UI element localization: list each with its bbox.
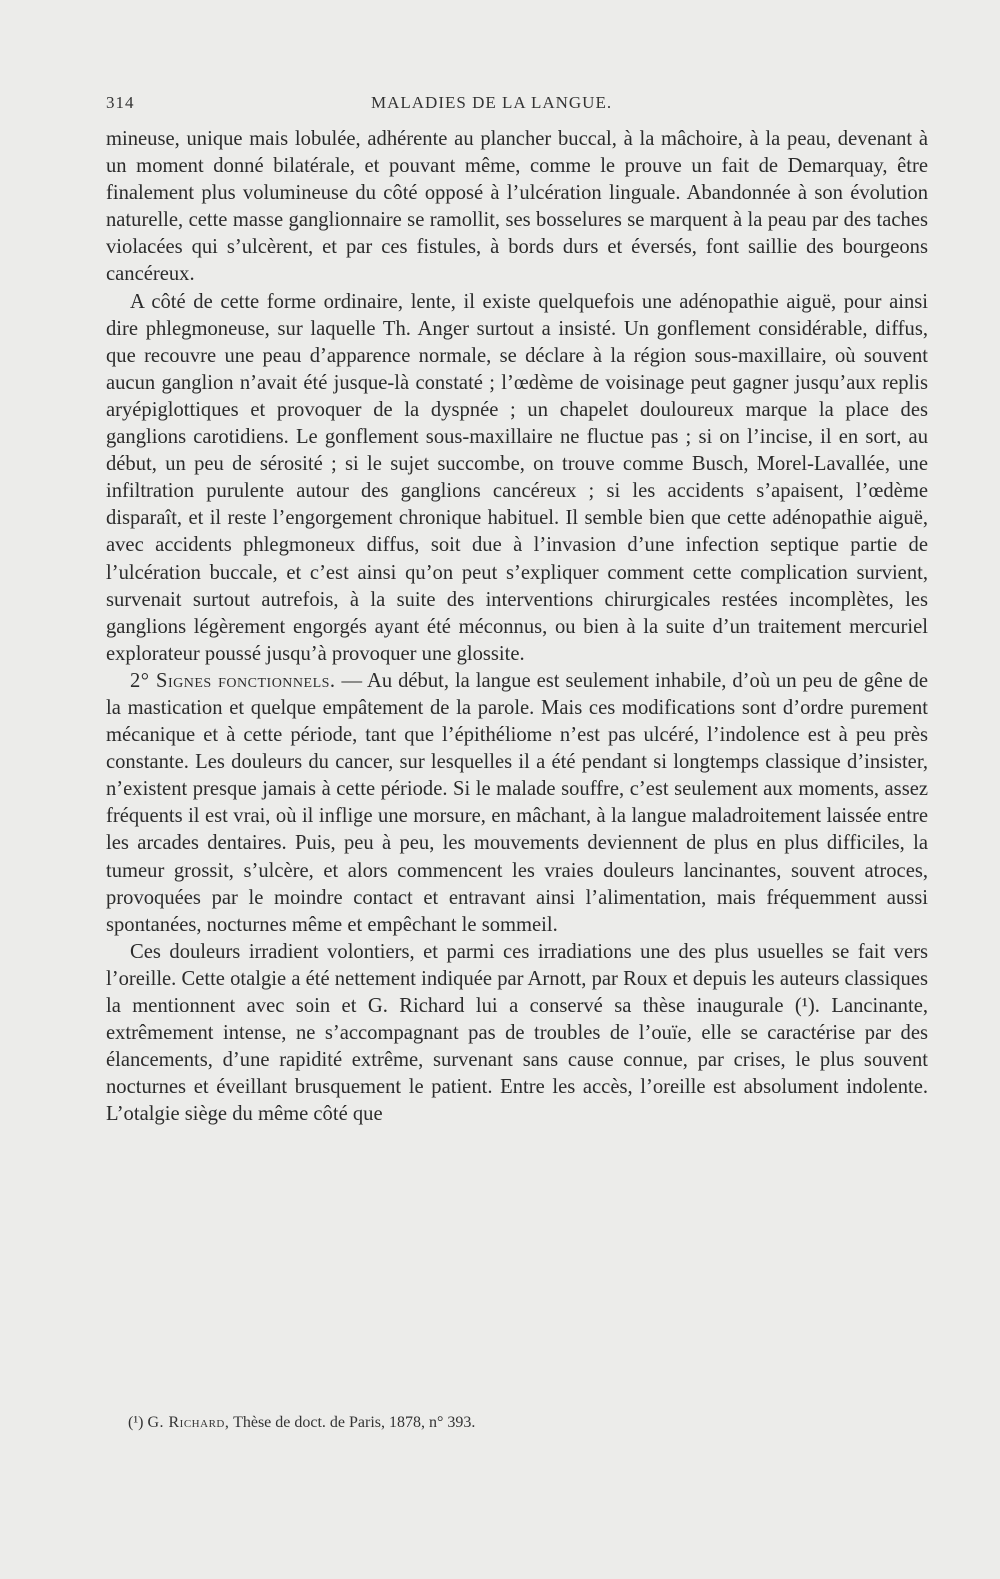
paragraph-2: A côté de cette forme ordinaire, lente, il existe quelquefois une adénopathie aiguë, pour ainsi dire phlegmoneuse, sur laquelle Th. Anger surtout a insisté. Un gonflement considérable, diffus, que recouvre une peau d’apparence normale, se déclare à la région sous-maxillaire, où souvent aucun ganglion n’avait été jusque-là constaté ; l’œdème de voisinage peut gagner jusqu’aux replis aryépiglottiques et provoquer de la dyspnée ; un chapelet douloureux marque la place des ganglions carotidiens. Le gonflement sous-maxillaire ne fluctue pas ; si on l’incise, il en sort, au début, un peu de sérosité ; si le sujet succombe, on trouve comme Busch, Morel-Lavallée, une infiltration purulente autour des ganglions cancéreux ; si les accidents s’apaisent, l’œdème disparaît, et il reste l’engorgement chronique habituel. Il semble bien que cette adénopathie aiguë, avec accidents phlegmoneux diffus, soit due à l’invasion d’une infection septique partie de l’ulcération buccale, et c’est ainsi qu’on peut s’expliquer comment cette complication survient, survenait surtout autrefois, à la suite des interventions chirurgicales restées incomplètes, les ganglions légèrement engorgés ayant été méconnus, ou bien à la suite d’un traitement mercuriel explorateur poussé jusqu’à provoquer une glossite. <box>106 290 928 665</box>
footnote-marker: (¹) <box>128 1414 144 1431</box>
body-text <box>106 126 928 1128</box>
paragraph-3 <box>106 668 928 939</box>
footnote-author: G. Richard, <box>147 1414 230 1431</box>
paragraph-1: mineuse, unique mais lobulée, adhérente au plancher buccal, à la mâchoire, à la peau, devenant à un moment donné bilatérale, et pouvant même, comme le prouve un fait de Demarquay, être finalement plus volumineuse du côté opposé à l’ulcération linguale. Abandonnée à son évolution naturelle, cette masse ganglionnaire se ramollit, ses bosselures se marquent à la peau par des taches violacées qui s’ulcèrent, et par ces fistules, à bords durs et éversés, font saillie des bourgeons cancéreux. <box>106 128 928 286</box>
running-title: MALADIES DE LA LANGUE. <box>371 93 613 112</box>
paragraph-4: Ces douleurs irradient volontiers, et parmi ces irradiations une des plus usuelles se fait vers l’oreille. Cette otalgie a été nettement indiquée par Arnott, par Roux et depuis les auteurs classiques la mentionnent avec soin et G. Richard lui a conservé sa thèse inaugurale (¹). Lancinante, extrêmement intense, ne s’accompagnant pas de troubles de l’ouïe, elle se caractérise par des élancements, d’une rapidité extrême, survenant sans cause connue, par crises, le plus souvent nocturnes et éveillant brusquement le patient. Entre les accès, l’oreille est absolument indolente. L’otalgie siège du même côté que <box>106 940 928 1126</box>
page-number: 314 <box>106 93 135 112</box>
footnote <box>128 1414 928 1432</box>
footnote-text: Thèse de doct. de Paris, 1878, n° 393. <box>233 1414 476 1431</box>
section-heading: 2° Signes fonctionnels. <box>130 669 336 692</box>
paragraph-3-text: — Au début, la langue est seulement inhabile, d’où un peu de gêne de la mastication et quelque empâtement de la parole. Mais ces modifications sont d’ordre purement mécanique et à cette période, tant que l’épithéliome n’est pas ulcéré, l’indolence est à peu près constante. Les douleurs du cancer, sur lesquelles il a été pendant si longtemps classique d’insister, n’existent presque jamais à cette période. Si le malade souffre, c’est seulement aux moments, assez fréquents il est vrai, où il inflige une morsure, en mâchant, à la langue maladroitement laissée entre les arcades dentaires. Puis, peu à peu, les mouvements deviennent de plus en plus difficiles, la tumeur grossit, s’ulcère, et alors commencent les vraies douleurs lancinantes, souvent atroces, provoquées par le moindre contact et entravant ainsi l’alimentation, mais fréquemment aussi spontanées, nocturnes même et empêchant le sommeil. <box>106 669 928 936</box>
